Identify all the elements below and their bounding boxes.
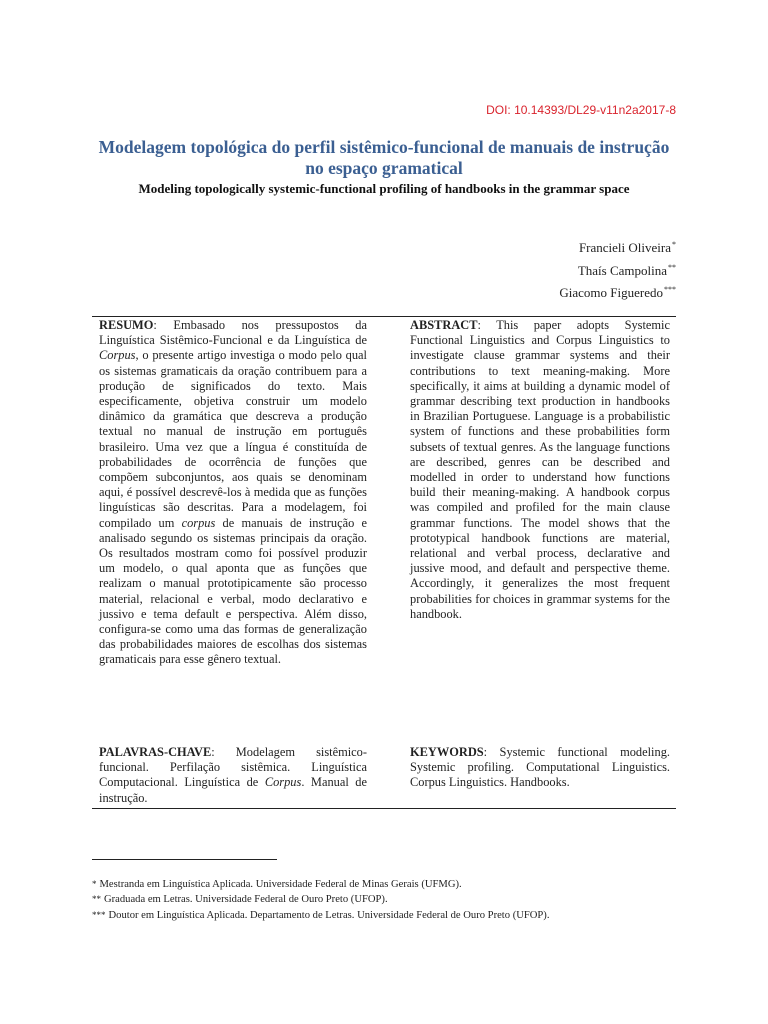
author-footnote-mark: *** <box>664 285 676 294</box>
author-list <box>376 235 676 303</box>
abstract-label: ABSTRACT <box>410 318 478 332</box>
text-segment: Corpus <box>264 775 302 790</box>
footnote-separator <box>92 859 277 860</box>
resumo-label: RESUMO <box>99 318 154 332</box>
title-portuguese: Modelagem topológica do perfil sistêmico-funcional de manuais de instrução no espaço gramatical <box>98 137 670 178</box>
keywords-label: KEYWORDS <box>410 745 484 759</box>
text-segment: : Modelagem sistêmico-funcional. Perfilação sistêmica. Linguística Computacional. Linguística de <box>99 745 367 790</box>
palavras-chave-block <box>99 745 367 806</box>
author-1 <box>376 235 676 258</box>
author-3 <box>376 280 676 303</box>
table-bottom-rule <box>92 808 676 809</box>
author-name: Giacomo Figueredo <box>559 285 663 300</box>
text-segment: : This paper adopts Systemic Functional Linguistics and Corpus Linguistics to investigate clause grammar systems and their contributions to text meaning-making. More specifically, it aims at building a dynamic model of grammar describing text production in handbooks in Brazilian Portuguese. Language is a probabilistic system of functions and these probabilities form subsets of textual genres. As the language functions are described, genres can be described and modelled in order to understand how functions build their meaning-making. A handbook corpus was compiled and profiled for the main clause grammar functions. The model shows that the prototypical handbook functions are material, relational and verbal process, declarative and jussive mood, and default and perspective theme. Accordingly, it generalizes the most frequent probabilities for choices in grammar systems for the handbook. <box>410 318 670 621</box>
doi-link[interactable]: DOI: 10.14393/DL29-v11n2a2017-8 <box>486 103 676 117</box>
footnote-mark: * <box>92 879 97 889</box>
text-segment: Corpus <box>99 348 136 363</box>
author-footnote-mark: ** <box>668 262 676 272</box>
text-segment: corpus <box>181 515 216 530</box>
footnote-mark: ** <box>92 894 101 905</box>
text-segment: de manuais de instrução e analisado segundo os sistemas principais da oração. Os resultados mostram como foi possível produzir um modelo, o qual aponta que as funções que realizam o manual prototipicamente são processo material, relacional e verbal, modo declarativo e jussivo e tema default e perspectiva. Além disso, configura-se como uma das formas de generalização das probabilidades maiores de escolhas dos sistemas gramaticais para esse gênero textual. <box>99 515 367 667</box>
palavras-chave-label: PALAVRAS-CHAVE <box>99 745 212 759</box>
author-footnote-mark: * <box>672 240 676 249</box>
footnote-mark: *** <box>92 909 106 920</box>
footnote-2 <box>92 892 692 907</box>
footnotes <box>92 877 692 923</box>
footnote-1 <box>92 877 692 892</box>
footnote-text: Mestranda em Linguística Aplicada. Universidade Federal de Minas Gerais (UFMG). <box>99 879 462 890</box>
footnote-text: Doutor em Linguística Aplicada. Departamento de Letras. Universidade Federal de Ouro Preto (UFOP). <box>108 909 550 921</box>
resumo-block <box>99 318 367 668</box>
title-english: Modeling topologically systemic-functional profiling of handbooks in the grammar space <box>138 181 630 196</box>
abstract-text <box>410 318 670 621</box>
text-segment: , o presente artigo investiga o modo pelo qual os sistemas gramaticais da oração contribuem para a produção de significados do texto. Mais especificamente, objetiva construir um modelo dinâmico da gramática que descreva a produção textual no manual de instrução em português brasileiro. Uma vez que a língua é constituída de probabilidades de ocorrência de funções que compõem subconjuntos, aos quais se denominam aqui, é possível descrevê-los à medida que as funções linguísticas são descritas. Para a modelagem, foi compilado um <box>99 348 367 530</box>
author-2 <box>376 258 676 281</box>
footnote-text: Graduada em Letras. Universidade Federal de Ouro Preto (UFOP). <box>104 894 388 906</box>
keywords-block <box>410 745 670 791</box>
text-segment: : Embasado nos pressupostos da Linguística Sistêmico-Funcional e da Linguística de <box>99 318 367 348</box>
footnote-3 <box>92 908 692 923</box>
abstract-block <box>410 318 670 622</box>
text-segment: . Manual de instrução. <box>99 775 367 805</box>
resumo-text <box>99 318 367 666</box>
author-name: Francieli Oliveira <box>578 240 671 255</box>
author-name: Thaís Campolina <box>577 262 667 278</box>
table-top-rule <box>92 316 676 317</box>
text-segment: : Systemic functional modeling. Systemic profiling. Computational Linguistics. Corpus Linguistics. Handbooks. <box>410 745 670 790</box>
